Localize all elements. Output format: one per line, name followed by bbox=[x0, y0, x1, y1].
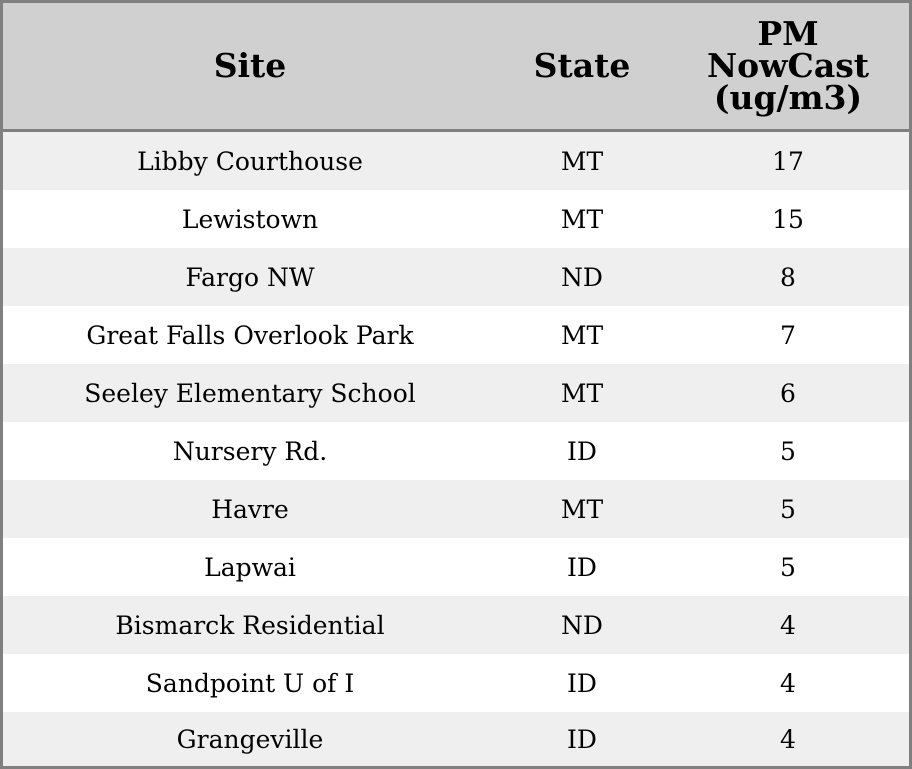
table-row bbox=[3, 596, 909, 654]
cell-pm-nowcast: 4 bbox=[780, 668, 796, 698]
table-row bbox=[3, 190, 909, 248]
table-body bbox=[3, 132, 909, 766]
cell-state: MT bbox=[560, 320, 604, 350]
cell-site: Grangeville bbox=[176, 724, 324, 754]
table-row bbox=[3, 132, 909, 190]
table-row bbox=[3, 422, 909, 480]
table-header bbox=[3, 3, 909, 132]
cell-state: ID bbox=[567, 724, 597, 754]
column-header-pm-line-2: NowCast bbox=[706, 46, 870, 85]
cell-site: Libby Courthouse bbox=[137, 146, 363, 176]
cell-site: Fargo NW bbox=[185, 262, 315, 292]
cell-state: MT bbox=[560, 494, 604, 524]
column-header-site bbox=[3, 3, 497, 129]
column-header-pm-line-3: (ug/m3) bbox=[713, 78, 863, 117]
column-header-site-line: Site bbox=[213, 46, 287, 85]
column-header-state-line: State bbox=[533, 46, 631, 85]
cell-pm-nowcast: 4 bbox=[780, 724, 796, 754]
column-header-state bbox=[497, 3, 667, 129]
cell-site: Seeley Elementary School bbox=[84, 378, 416, 408]
cell-site: Lapwai bbox=[204, 552, 296, 582]
cell-state: MT bbox=[560, 146, 604, 176]
cell-state: MT bbox=[560, 204, 604, 234]
cell-pm-nowcast: 5 bbox=[780, 494, 796, 524]
cell-site: Great Falls Overlook Park bbox=[86, 320, 414, 350]
cell-state: MT bbox=[560, 378, 604, 408]
column-header-pm-nowcast bbox=[667, 3, 909, 129]
table-row bbox=[3, 654, 909, 712]
cell-site: Havre bbox=[211, 494, 289, 524]
cell-pm-nowcast: 15 bbox=[772, 204, 804, 234]
cell-site: Bismarck Residential bbox=[115, 610, 385, 640]
cell-pm-nowcast: 17 bbox=[772, 146, 804, 176]
cell-site: Lewistown bbox=[181, 204, 319, 234]
column-header-pm-line-1: PM bbox=[757, 14, 819, 53]
cell-site: Nursery Rd. bbox=[172, 436, 328, 466]
cell-pm-nowcast: 5 bbox=[780, 436, 796, 466]
table-row bbox=[3, 480, 909, 538]
table-row bbox=[3, 538, 909, 596]
table-row bbox=[3, 712, 909, 766]
cell-pm-nowcast: 5 bbox=[780, 552, 796, 582]
cell-state: ID bbox=[567, 668, 597, 698]
cell-pm-nowcast: 7 bbox=[780, 320, 796, 350]
cell-site: Sandpoint U of I bbox=[145, 668, 355, 698]
cell-state: ND bbox=[561, 610, 603, 640]
cell-pm-nowcast: 8 bbox=[780, 262, 796, 292]
cell-pm-nowcast: 6 bbox=[780, 378, 796, 408]
table-row bbox=[3, 248, 909, 306]
cell-state: ID bbox=[567, 552, 597, 582]
cell-state: ID bbox=[567, 436, 597, 466]
table-row bbox=[3, 306, 909, 364]
cell-state: ND bbox=[561, 262, 603, 292]
cell-pm-nowcast: 4 bbox=[780, 610, 796, 640]
table-row bbox=[3, 364, 909, 422]
